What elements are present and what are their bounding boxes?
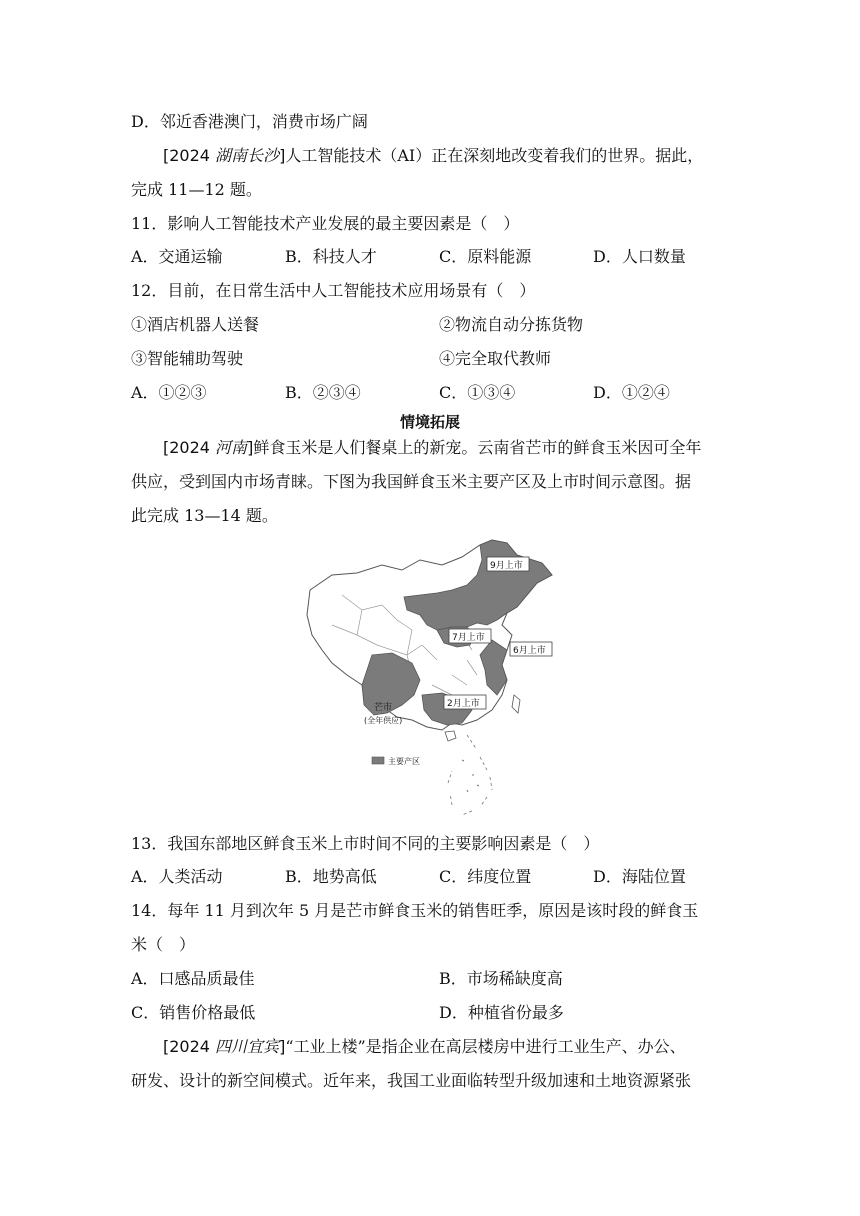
- intro-11-12-line1: [163, 145, 703, 167]
- intro-11-12-text: 人工智能技术（AI）正在深刻地改变着我们的世界。据此，: [285, 146, 704, 165]
- q12-item-1: ①酒店机器人送餐: [131, 315, 260, 334]
- q12-item-2: ②物流自动分拣货物: [439, 315, 584, 334]
- q12-item-3: ③智能辅助驾驶: [131, 349, 244, 368]
- q14-stem-line1: 14．每年 11 月到次年 5 月是芒市鲜食玉米的销售旺季，原因是该时段的鲜食玉: [131, 901, 699, 920]
- intro-next-source: 四川宜宾: [215, 1037, 280, 1056]
- intro-11-12-bracket-close: ]: [279, 146, 286, 165]
- q11-option-b: B．科技人才: [285, 247, 377, 266]
- intro-next-line1: [163, 1036, 686, 1058]
- q14-option-a: A．口感品质最佳: [131, 969, 255, 988]
- intro-13-14-bracket-close: ]: [247, 438, 254, 457]
- q13-stem: 13．我国东部地区鲜食玉米上市时间不同的主要影响因素是（ ）: [131, 834, 600, 853]
- q12-option-a: A．①②③: [131, 383, 207, 402]
- label-sep: 9月上市: [490, 561, 523, 571]
- intro-next-text: “工业上楼”是指企业在高层楼房中进行工业生产、办公、: [285, 1037, 686, 1056]
- intro-13-14-bracket-open: [2024: [163, 438, 216, 457]
- intro-next-bracket-close: ]: [279, 1037, 286, 1056]
- q13-option-d: D．海陆位置: [593, 867, 686, 886]
- q14-option-c: C．销售价格最低: [131, 1003, 256, 1022]
- q13-option-c: C．纬度位置: [439, 867, 532, 886]
- label-jun: 6月上市: [513, 646, 546, 656]
- intro-11-12-line2: 完成 11—12 题。: [131, 180, 262, 199]
- q12-option-c: C．①③④: [439, 383, 516, 402]
- q11-option-a: A．交通运输: [131, 247, 223, 266]
- q12-item-4: ④完全取代教师: [439, 349, 552, 368]
- q14-stem-line2: 米（ ）: [131, 935, 196, 954]
- intro-11-12-bracket-open: [2024: [163, 146, 216, 165]
- q11-option-d: D．人口数量: [593, 247, 686, 266]
- intro-13-14-line1: [163, 437, 701, 459]
- china-map-svg: [302, 535, 558, 820]
- legend-swatch: [372, 757, 384, 764]
- intro-next-bracket-open: [2024: [163, 1037, 216, 1056]
- south-sea-islands: [462, 760, 479, 792]
- intro-13-14-source: 河南: [215, 438, 248, 457]
- taiwan-island: [512, 695, 520, 713]
- intro-13-14-text: 鲜食玉米是人们餐桌上的新宠。云南省芒市的鲜食玉米因可全年: [253, 438, 702, 457]
- hainan-island: [445, 731, 456, 741]
- intro-next-line2: 研发、设计的新空间模式。近年来，我国工业面临转型升级加速和土地资源紧张: [131, 1071, 692, 1090]
- section-heading: 情境拓展: [399, 413, 460, 431]
- legend-label: 主要产区: [388, 757, 420, 766]
- q11-option-c: C．原料能源: [439, 247, 532, 266]
- label-feb: 2月上市: [447, 699, 480, 709]
- q13-option-a: A．人类活动: [131, 867, 223, 886]
- intro-11-12-source: 湖南长沙: [215, 146, 280, 165]
- q12-stem: 12．目前，在日常生活中人工智能技术应用场景有（ ）: [131, 281, 536, 300]
- south-sea-boundary: [448, 735, 492, 815]
- q12-option-b: B．②③④: [285, 383, 361, 402]
- intro-13-14-line2: 供应，受到国内市场青睐。下图为我国鲜食玉米主要产区及上市时间示意图。据: [131, 472, 692, 491]
- q14-option-d: D．种植省份最多: [439, 1003, 564, 1022]
- label-mangshi: 芒市: [374, 703, 393, 713]
- label-jul: 7月上市: [452, 633, 485, 643]
- intro-13-14-line3: 此完成 13—14 题。: [131, 506, 278, 525]
- china-corn-map: [302, 535, 558, 820]
- q10-option-d: D．邻近香港澳门，消费市场广阔: [131, 112, 368, 131]
- q11-stem: 11．影响人工智能技术产业发展的最主要因素是（ ）: [131, 214, 520, 233]
- q12-option-d: D．①②④: [593, 383, 670, 402]
- label-mangshi-note: (全年供应): [364, 716, 403, 725]
- q13-option-b: B．地势高低: [285, 867, 377, 886]
- q14-option-b: B．市场稀缺度高: [439, 969, 563, 988]
